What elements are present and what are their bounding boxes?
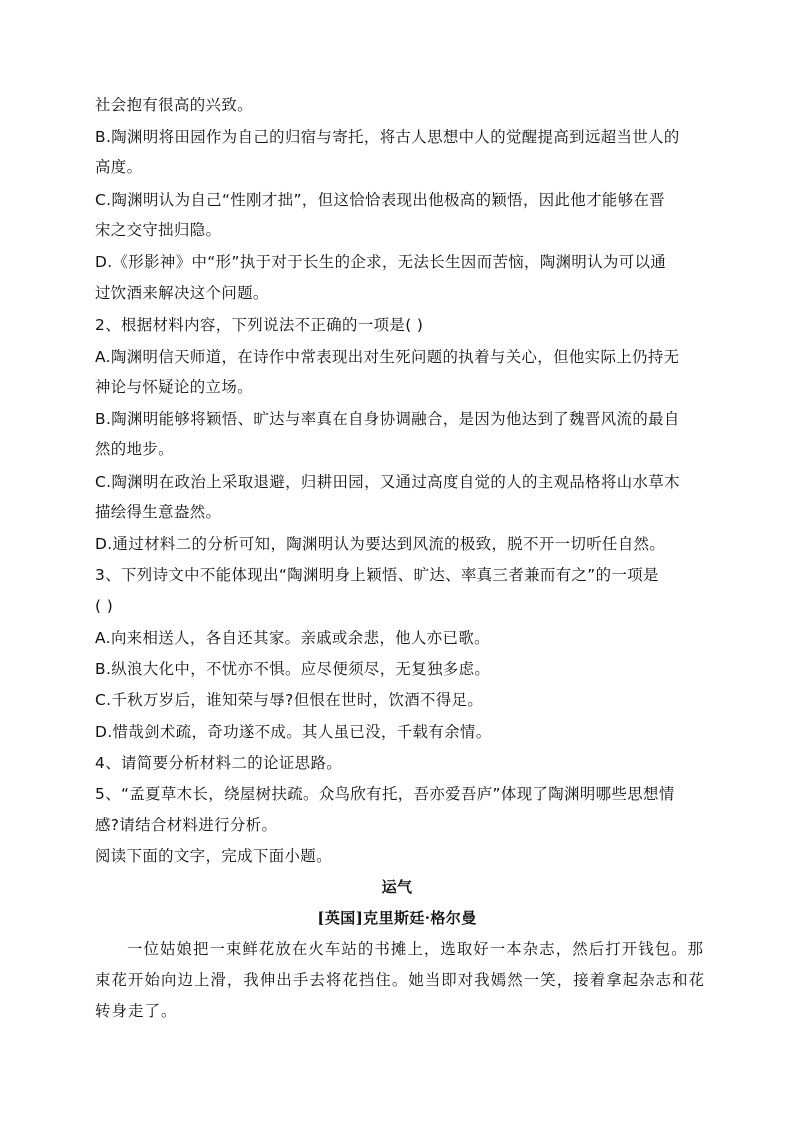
story-title: 运气	[381, 878, 413, 896]
q3-answer-paren: ( )	[95, 597, 114, 615]
q2-option-b-line1: B.陶渊明能够将颖悟、旷达与率真在自身协调融合，是因为他达到了魏晋风流的最自	[95, 410, 680, 428]
q3-option-b: B.纵浪大化中，不忧亦不惧。应尽便须尽，无复独多虑。	[95, 660, 491, 678]
q1-continuation: 社会抱有很高的兴致。	[95, 96, 253, 114]
story-paragraph-line3: 转身走了。	[95, 1002, 178, 1020]
q3-option-d: D.惜哉剑术疏，奇功遂不成。其人虽已没，千载有余情。	[95, 723, 492, 741]
q2-option-b-line2: 然的地步。	[95, 440, 174, 458]
q2-option-c-line1: C.陶渊明在政治上采取退避，归耕田园，又通过高度自觉的人的主观品格将山水草木	[95, 473, 680, 491]
q3-option-a: A.向来相送人，各自还其家。亲戚或余悲，他人亦已歌。	[95, 629, 490, 647]
q1-option-d-line1: D.《形影神》中“形”执于对于长生的企求，无法长生因而苦恼，陶渊明认为可以通	[95, 253, 667, 271]
q2-stem: 2、根据材料内容，下列说法不正确的一项是( )	[95, 316, 424, 334]
q5-stem-line1: 5、“孟夏草木长，绕屋树扶疏。众鸟欣有托，吾亦爱吾庐”体现了陶渊明哪些思想情	[95, 785, 675, 803]
story-paragraph-line1: 一位姑娘把一束鲜花放在火车站的书摊上，选取好一本杂志，然后打开钱包。那	[127, 940, 705, 958]
q1-option-b-line1: B.陶渊明将田园作为自己的归宿与寄托，将古人思想中人的觉醒提高到远超当世人的	[95, 128, 680, 146]
story-paragraph-line2: 束花开始向边上滑，我伸出手去将花挡住。她当即对我嫣然一笑，接着拿起杂志和花	[95, 971, 706, 989]
q2-option-a-line1: A.陶渊明信天师道，在诗作中常表现出对生死问题的执着与关心，但他实际上仍持无	[95, 348, 680, 366]
q5-stem-line2: 感?请结合材料进行分析。	[95, 816, 278, 834]
q2-option-a-line2: 神论与怀疑论的立场。	[95, 378, 253, 396]
q1-option-c-line1: C.陶渊明认为自己“性刚才拙”，但这恰恰表现出他极高的颖悟，因此他才能够在晋	[95, 191, 666, 209]
q3-stem: 3、下列诗文中不能体现出“陶渊明身上颖悟、旷达、率真三者兼而有之”的一项是	[95, 566, 659, 584]
q3-option-c: C.千秋万岁后，谁知荣与辱?但恨在世时，饮酒不得足。	[95, 691, 484, 709]
story-author: [英国]克里斯廷·格尔曼	[317, 909, 477, 927]
q1-option-b-line2: 高度。	[95, 158, 143, 176]
q2-option-c-line2: 描绘得生意盎然。	[95, 503, 222, 521]
q2-option-d: D.通过材料二的分析可知，陶渊明认为要达到风流的极致，脱不开一切听任自然。	[95, 535, 666, 553]
q1-option-c-line2: 宋之交守拙归隐。	[95, 221, 222, 239]
q1-option-d-line2: 过饮酒来解决这个问题。	[95, 284, 269, 302]
reading-instruction: 阅读下面的文字，完成下面小题。	[95, 847, 332, 865]
q4-stem: 4、请简要分析材料二的论证思路。	[95, 754, 343, 772]
